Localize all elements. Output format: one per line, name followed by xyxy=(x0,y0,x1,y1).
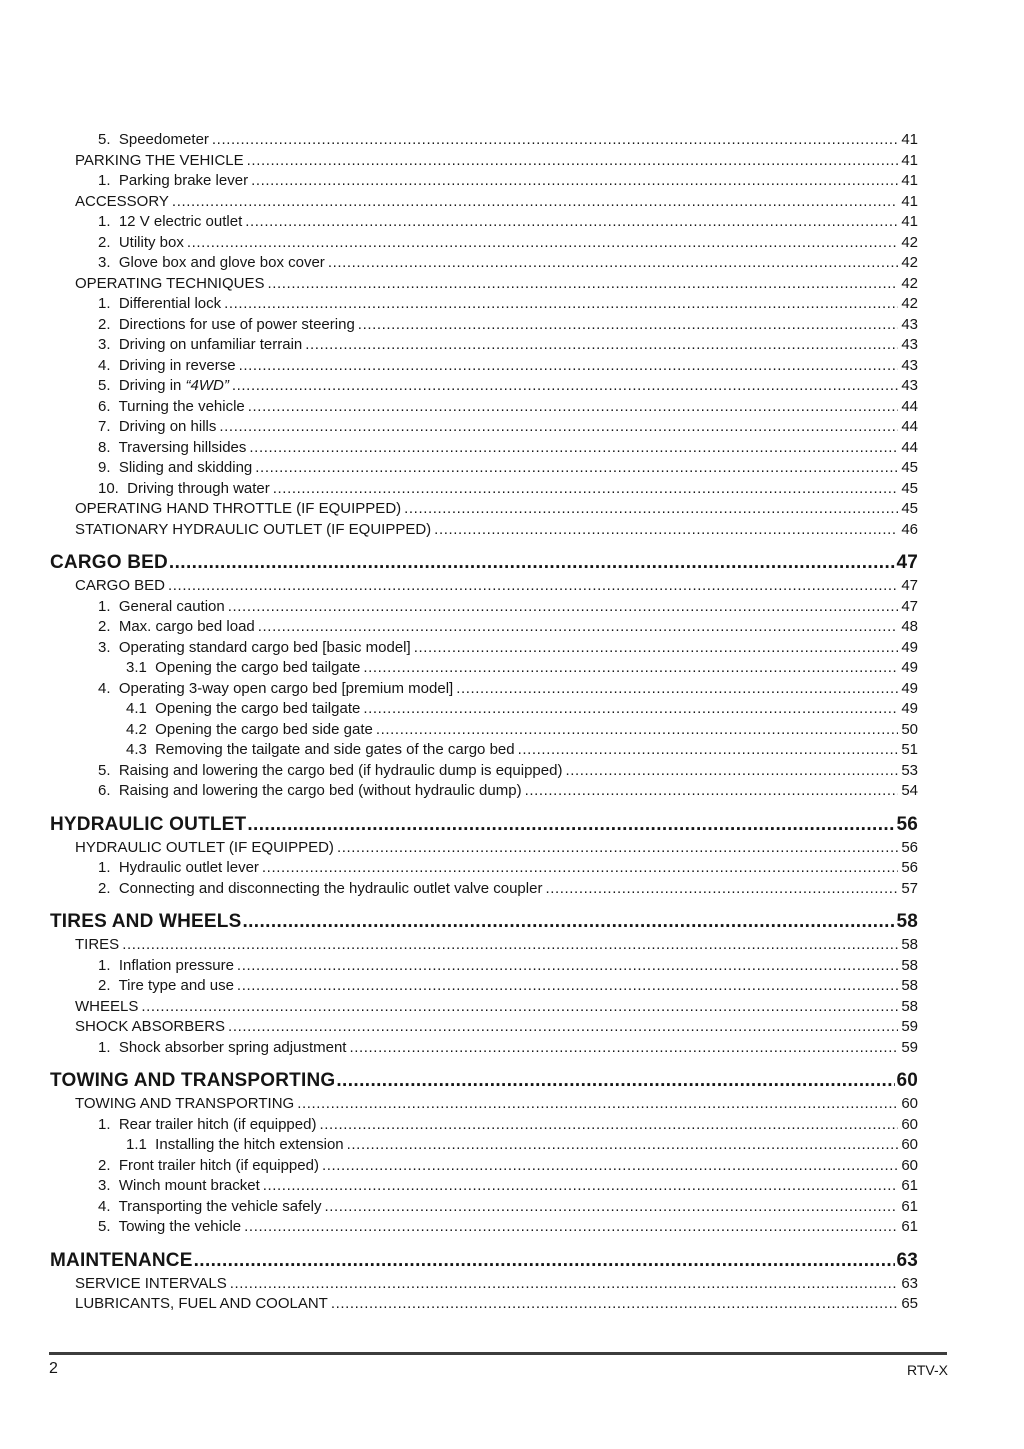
toc-entry xyxy=(50,151,918,172)
toc-entry-page-number: 59 xyxy=(901,1018,918,1035)
toc-entry-label: 1. Parking brake lever xyxy=(98,172,249,189)
toc-entry xyxy=(50,761,918,782)
toc-entry-page-number: 44 xyxy=(901,397,918,415)
toc-entry-label: 1. 12 V electric outlet xyxy=(98,213,243,230)
dot-leader xyxy=(273,479,899,500)
toc-entry-page-number: 47 xyxy=(901,577,918,594)
toc-entry-page-number: 47 xyxy=(896,552,918,573)
toc-entry-label: 2. Tire type and use xyxy=(98,977,234,994)
dot-leader xyxy=(305,335,898,356)
toc-entry-page-number: 60 xyxy=(901,1095,918,1112)
toc-entry xyxy=(50,1217,918,1238)
toc-entry-page-number: 50 xyxy=(901,720,918,738)
toc-entry-page-number: 51 xyxy=(901,741,918,758)
dot-leader xyxy=(337,838,898,859)
dot-leader xyxy=(263,1176,899,1197)
toc-entry xyxy=(50,720,918,741)
dot-leader xyxy=(258,617,899,638)
toc-entry-label: STATIONARY HYDRAULIC OUTLET (IF EQUIPPED) xyxy=(75,520,432,538)
dot-leader xyxy=(244,1217,898,1238)
toc-entry xyxy=(50,520,918,541)
toc-entry-page-number: 60 xyxy=(901,1156,918,1174)
toc-entry-page-number: 42 xyxy=(901,233,918,251)
toc-entry-page-number: 45 xyxy=(901,500,918,517)
dot-leader xyxy=(248,397,899,418)
dot-leader xyxy=(228,597,899,618)
toc-entry-label: 1.1 Installing the hitch extension xyxy=(126,1136,344,1153)
toc-chapter-entry xyxy=(50,908,918,935)
toc-entry-label: 5. Towing the vehicle xyxy=(98,1218,242,1235)
toc-entry-label: 2. Utility box xyxy=(98,233,184,251)
toc-entry-page-number: 48 xyxy=(901,618,918,635)
toc-entry-page-number: 42 xyxy=(901,274,918,292)
toc-entry xyxy=(50,335,918,356)
toc-entry xyxy=(50,997,918,1018)
dot-leader xyxy=(232,376,898,397)
toc-entry-label: 2. Connecting and disconnecting the hydraulic outlet valve coupler xyxy=(98,879,543,897)
toc-entry-page-number: 43 xyxy=(901,336,918,353)
toc-entry xyxy=(50,1017,918,1038)
dot-leader xyxy=(319,1115,898,1136)
dot-leader xyxy=(525,781,899,802)
toc-entry-page-number: 44 xyxy=(901,438,918,456)
toc-entry-label: MAINTENANCE xyxy=(50,1249,193,1271)
dot-leader xyxy=(255,458,898,479)
toc-entry-page-number: 49 xyxy=(901,659,918,676)
toc-chapter-entry xyxy=(50,1067,918,1094)
toc-entry-page-number: 44 xyxy=(901,418,918,435)
toc-entry-label: 4.1 Opening the cargo bed tailgate xyxy=(126,700,361,717)
dot-leader xyxy=(545,879,898,900)
toc-entry xyxy=(50,679,918,700)
footer-divider xyxy=(49,1352,947,1355)
toc-entry-label: 1. Rear trailer hitch (if equipped) xyxy=(98,1115,317,1133)
dot-leader xyxy=(358,315,899,336)
toc-entry-page-number: 58 xyxy=(901,997,918,1015)
toc-entry-page-number: 42 xyxy=(901,295,918,312)
toc-entry xyxy=(50,956,918,977)
toc-entry xyxy=(50,1176,918,1197)
dot-leader xyxy=(219,417,898,438)
dot-leader xyxy=(363,699,898,720)
toc-entry-page-number: 43 xyxy=(901,315,918,333)
dot-leader xyxy=(228,1017,898,1038)
toc-entry-label: 4. Driving in reverse xyxy=(98,356,236,374)
toc-entry-page-number: 63 xyxy=(896,1249,918,1271)
dot-leader xyxy=(249,438,898,459)
toc-entry xyxy=(50,597,918,618)
dot-leader xyxy=(168,576,898,597)
toc-entry-label: 6. Turning the vehicle xyxy=(98,397,245,415)
dot-leader xyxy=(242,908,895,935)
toc-entry-label: PARKING THE VEHICLE xyxy=(75,151,244,169)
toc-entry-label: 1. Differential lock xyxy=(98,295,222,312)
dot-leader xyxy=(141,997,898,1018)
toc-entry-label: WHEELS xyxy=(75,997,139,1015)
dot-leader xyxy=(518,740,899,761)
toc-entry-label: TIRES AND WHEELS xyxy=(50,911,242,932)
dot-leader xyxy=(239,356,899,377)
dot-leader xyxy=(434,520,898,541)
toc-entry-page-number: 49 xyxy=(901,638,918,656)
toc-entry-page-number: 49 xyxy=(901,700,918,717)
dot-leader xyxy=(237,976,898,997)
toc-entry-page-number: 41 xyxy=(901,131,918,148)
dot-leader xyxy=(194,1247,896,1274)
dot-leader xyxy=(247,151,899,172)
toc-entry-label: 3. Operating standard cargo bed [basic model] xyxy=(98,638,411,656)
toc-entry-label: 1. Inflation pressure xyxy=(98,956,234,974)
dot-leader xyxy=(349,1038,898,1059)
toc-entry xyxy=(50,1294,918,1315)
toc-entry xyxy=(50,1115,918,1136)
toc-entry-label: 9. Sliding and skidding xyxy=(98,459,253,476)
toc-entry-page-number: 56 xyxy=(901,838,918,856)
toc-entry-label: 3. Driving on unfamiliar terrain xyxy=(98,336,303,353)
toc-chapter-entry xyxy=(50,1247,918,1274)
toc-entry xyxy=(50,1274,918,1295)
toc-entry-label: 1. General caution xyxy=(98,597,225,615)
toc-entry xyxy=(50,192,918,213)
toc-entry xyxy=(50,130,918,151)
toc-entry xyxy=(50,233,918,254)
toc-entry xyxy=(50,376,918,397)
toc-entry xyxy=(50,315,918,336)
toc-entry-label: HYDRAULIC OUTLET (IF EQUIPPED) xyxy=(75,838,334,856)
toc-entry-label: 2. Front trailer hitch (if equipped) xyxy=(98,1156,319,1174)
toc-entry-label: LUBRICANTS, FUEL AND COOLANT xyxy=(75,1295,328,1312)
toc-entry xyxy=(50,838,918,859)
dot-leader xyxy=(376,720,898,741)
toc-entry xyxy=(50,1156,918,1177)
toc-entry-label: 3.1 Opening the cargo bed tailgate xyxy=(126,659,361,676)
toc-entry-label: TOWING AND TRANSPORTING xyxy=(75,1095,295,1112)
toc-entry xyxy=(50,356,918,377)
toc-entry-page-number: 45 xyxy=(901,459,918,476)
toc-entry xyxy=(50,294,918,315)
toc-entry-page-number: 43 xyxy=(901,356,918,374)
dot-leader xyxy=(251,171,898,192)
toc-entry-page-number: 58 xyxy=(901,956,918,974)
toc-entry-page-number: 61 xyxy=(901,1177,918,1194)
toc-entry-page-number: 49 xyxy=(901,679,918,697)
dot-leader xyxy=(224,294,898,315)
toc-entry-page-number: 65 xyxy=(901,1295,918,1312)
dot-leader xyxy=(169,549,896,576)
toc-entry-label: 7. Driving on hills xyxy=(98,418,217,435)
toc-entry-page-number: 60 xyxy=(901,1115,918,1133)
toc-entry xyxy=(50,858,918,879)
toc-entry-page-number: 61 xyxy=(901,1218,918,1235)
dot-leader xyxy=(262,858,898,879)
toc-entry-page-number: 57 xyxy=(901,879,918,897)
toc-entry xyxy=(50,397,918,418)
dot-leader xyxy=(347,1135,899,1156)
toc-entry-label: 1. Shock absorber spring adjustment xyxy=(98,1038,347,1056)
toc-entry-label: OPERATING HAND THROTTLE (IF EQUIPPED) xyxy=(75,500,402,517)
dot-leader xyxy=(331,1294,898,1315)
toc-entry xyxy=(50,438,918,459)
toc-entry-page-number: 41 xyxy=(901,192,918,210)
dot-leader xyxy=(565,761,898,782)
toc-entry xyxy=(50,1135,918,1156)
toc-entry-page-number: 54 xyxy=(901,782,918,799)
table-of-contents xyxy=(50,130,918,1315)
toc-entry xyxy=(50,617,918,638)
dot-leader xyxy=(336,1067,895,1094)
toc-entry-page-number: 43 xyxy=(901,377,918,394)
toc-entry xyxy=(50,212,918,233)
toc-entry xyxy=(50,499,918,520)
toc-entry xyxy=(50,1197,918,1218)
toc-entry-label: HYDRAULIC OUTLET xyxy=(50,813,247,835)
toc-entry-label: 3. Glove box and glove box cover xyxy=(98,254,325,271)
toc-entry xyxy=(50,1038,918,1059)
toc-entry-page-number: 41 xyxy=(901,151,918,169)
toc-entry xyxy=(50,458,918,479)
dot-leader xyxy=(122,935,898,956)
toc-entry-label: 3. Winch mount bracket xyxy=(98,1177,260,1194)
toc-chapter-entry xyxy=(50,811,918,838)
toc-entry-label: 4.2 Opening the cargo bed side gate xyxy=(126,720,373,738)
toc-entry xyxy=(50,417,918,438)
toc-entry-page-number: 61 xyxy=(901,1197,918,1215)
dot-leader xyxy=(245,212,898,233)
toc-entry-label: CARGO BED xyxy=(75,577,166,594)
toc-entry-page-number: 45 xyxy=(901,479,918,497)
toc-entry-label: TOWING AND TRANSPORTING xyxy=(50,1070,336,1091)
dot-leader xyxy=(267,274,898,295)
footer-page-number: 2 xyxy=(49,1360,58,1377)
toc-entry-page-number: 46 xyxy=(901,520,918,538)
toc-entry-page-number: 63 xyxy=(901,1274,918,1292)
toc-entry-label: 5. Driving in xyxy=(98,377,186,394)
toc-entry-label: TIRES xyxy=(75,936,120,953)
toc-entry xyxy=(50,253,918,274)
dot-leader xyxy=(187,233,898,254)
toc-entry-page-number: 58 xyxy=(901,977,918,994)
toc-entry-page-number: 60 xyxy=(896,1070,918,1091)
toc-entry xyxy=(50,171,918,192)
toc-entry-page-number: 59 xyxy=(901,1038,918,1056)
toc-entry xyxy=(50,576,918,597)
toc-entry xyxy=(50,638,918,659)
dot-leader xyxy=(404,499,898,520)
dot-leader xyxy=(237,956,898,977)
dot-leader xyxy=(456,679,898,700)
dot-leader xyxy=(328,253,899,274)
footer-doc-code: RTV-X xyxy=(907,1362,948,1378)
toc-chapter-entry xyxy=(50,549,918,576)
toc-entry-page-number: 42 xyxy=(901,254,918,271)
toc-entry-label: 4.3 Removing the tailgate and side gates of the cargo bed xyxy=(126,741,515,758)
toc-entry xyxy=(50,699,918,720)
dot-leader xyxy=(324,1197,898,1218)
toc-entry-page-number: 41 xyxy=(901,213,918,230)
dot-leader xyxy=(414,638,899,659)
toc-entry-page-number: 47 xyxy=(901,597,918,615)
toc-entry xyxy=(50,976,918,997)
toc-entry-label: 6. Raising and lowering the cargo bed (without hydraulic dump) xyxy=(98,782,522,799)
toc-entry-label: SERVICE INTERVALS xyxy=(75,1274,227,1292)
dot-leader xyxy=(212,130,898,151)
toc-entry xyxy=(50,274,918,295)
toc-entry-label: 10. Driving through water xyxy=(98,479,270,497)
toc-entry-page-number: 58 xyxy=(896,911,918,932)
toc-entry-label: 1. Hydraulic outlet lever xyxy=(98,859,259,876)
dot-leader xyxy=(297,1094,898,1115)
toc-entry xyxy=(50,935,918,956)
toc-entry-page-number: 56 xyxy=(901,859,918,876)
toc-entry-page-number: 56 xyxy=(896,813,918,835)
toc-entry xyxy=(50,479,918,500)
toc-entry xyxy=(50,879,918,900)
dot-leader xyxy=(322,1156,898,1177)
toc-entry-page-number: 41 xyxy=(901,172,918,189)
toc-entry xyxy=(50,658,918,679)
toc-entry-page-number: 53 xyxy=(901,761,918,779)
toc-entry-label: 2. Max. cargo bed load xyxy=(98,618,255,635)
dot-leader xyxy=(247,811,895,838)
toc-entry-label: 4. Operating 3-way open cargo bed [premium model] xyxy=(98,679,454,697)
toc-entry-page-number: 58 xyxy=(901,936,918,953)
dot-leader xyxy=(363,658,898,679)
toc-entry-label: 2. Directions for use of power steering xyxy=(98,315,355,333)
toc-entry-label: OPERATING TECHNIQUES xyxy=(75,274,265,292)
toc-entry-label: 8. Traversing hillsides xyxy=(98,438,247,456)
toc-entry xyxy=(50,740,918,761)
toc-entry xyxy=(50,1094,918,1115)
toc-entry-label: SHOCK ABSORBERS xyxy=(75,1018,226,1035)
toc-entry-label-italic: “4WD” xyxy=(185,377,229,394)
toc-entry-label: 4. Transporting the vehicle safely xyxy=(98,1197,322,1215)
toc-entry-page-number: 60 xyxy=(901,1136,918,1153)
dot-leader xyxy=(230,1274,899,1295)
toc-entry-label: 5. Speedometer xyxy=(98,131,209,148)
toc-entry-label: 5. Raising and lowering the cargo bed (if hydraulic dump is equipped) xyxy=(98,761,563,779)
dot-leader xyxy=(172,192,898,213)
toc-entry-label: CARGO BED xyxy=(50,552,168,573)
toc-entry-label: ACCESSORY xyxy=(75,192,169,210)
toc-entry xyxy=(50,781,918,802)
